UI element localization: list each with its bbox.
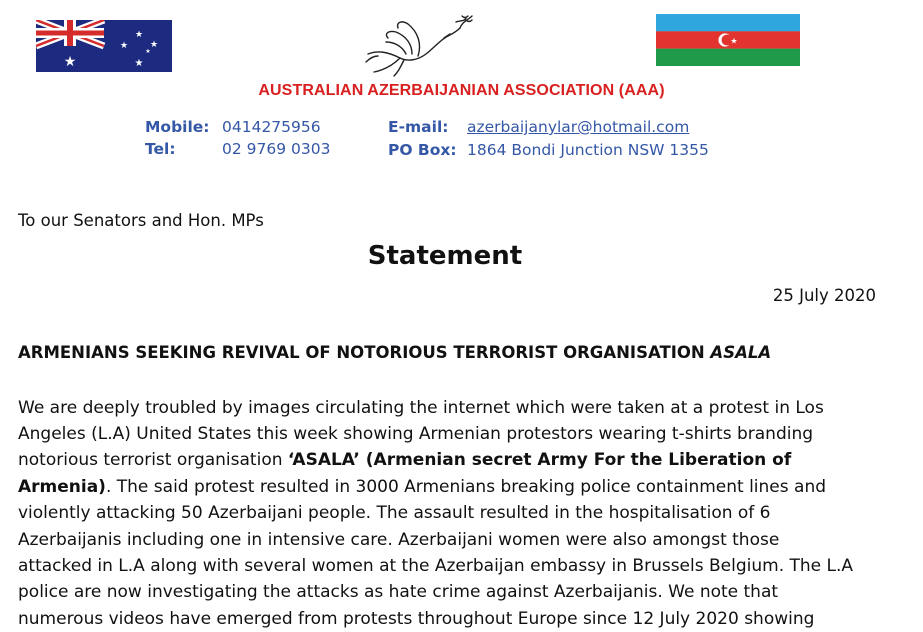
paragraph-line [18,421,813,447]
line-bold-text: ‘ASALA’ (Armenian secret Army For the Liberation of [287,450,792,470]
svg-text:★: ★ [149,40,159,50]
pobox-address: 1864 Bondi Junction NSW 1355 [467,141,709,159]
line-text: We are deeply troubled by images circulating the internet which were taken at a protest in Los [18,398,824,418]
line-bold-text: Armenia) [18,477,106,497]
document-title: Statement [367,241,523,271]
heading-italic: ASALA [710,343,772,362]
paragraph-line [18,579,778,605]
paragraph-line [18,474,826,500]
line-text: Angeles (L.A) United States this week showing Armenian protestors wearing t-shirts branding [18,424,814,444]
dove-icon [348,10,480,78]
tel-label: Tel: [145,140,176,158]
svg-text:★: ★ [119,41,129,51]
organisation-name: AUSTRALIAN AZERBAIJANIAN ASSOCIATION (AAA) [258,82,665,99]
paragraph-line [18,447,791,473]
salutation: To our Senators and Hon. MPs [18,211,264,230]
paragraph-line [18,500,771,526]
email-link[interactable]: azerbaijanylar@hotmail.com [467,118,690,136]
email-label: E-mail: [388,118,449,136]
line-text: notorious terrorist organisation [18,450,288,470]
svg-text:★: ★ [134,58,144,69]
pobox-label: PO Box: [388,141,457,159]
heading-text: ARMENIANS SEEKING REVIVAL OF NOTORIOUS TERRORIST ORGANISATION [18,343,711,362]
svg-text:★: ★ [63,54,77,70]
line-text: . The said protest resulted in 3000 Armenians breaking police containment lines and [105,477,827,497]
line-text: police are now investigating the attacks as hate crime against Azerbaijanis. We note that [18,582,779,602]
line-text: attacked in L.A along with several women at the Azerbaijan embassy in Brussels Belgium. The L.A [18,556,854,576]
australia-flag-icon [36,20,172,72]
document-date: 25 July 2020 [772,286,876,305]
tel-number: 02 9769 0303 [222,140,331,158]
svg-text:★: ★ [730,36,738,46]
line-text: numerous videos have emerged from protests throughout Europe since 12 July 2020 showing [18,609,815,629]
svg-text:★: ★ [145,48,151,55]
line-text: Azerbaijanis including one in intensive care. Azerbaijani women were also amongst those [18,530,780,550]
paragraph-line [18,553,853,579]
mobile-label: Mobile: [145,118,210,136]
mobile-number: 0414275956 [222,118,321,136]
line-text: violently attacking 50 Azerbaijani people. The assault resulted in the hospitalisation of 6 [18,503,771,523]
svg-text:★: ★ [134,30,144,40]
azerbaijan-flag-icon [656,14,800,66]
paragraph-line [18,395,824,421]
paragraph-line [18,527,779,553]
document-heading [18,343,771,362]
paragraph-line [18,606,814,632]
